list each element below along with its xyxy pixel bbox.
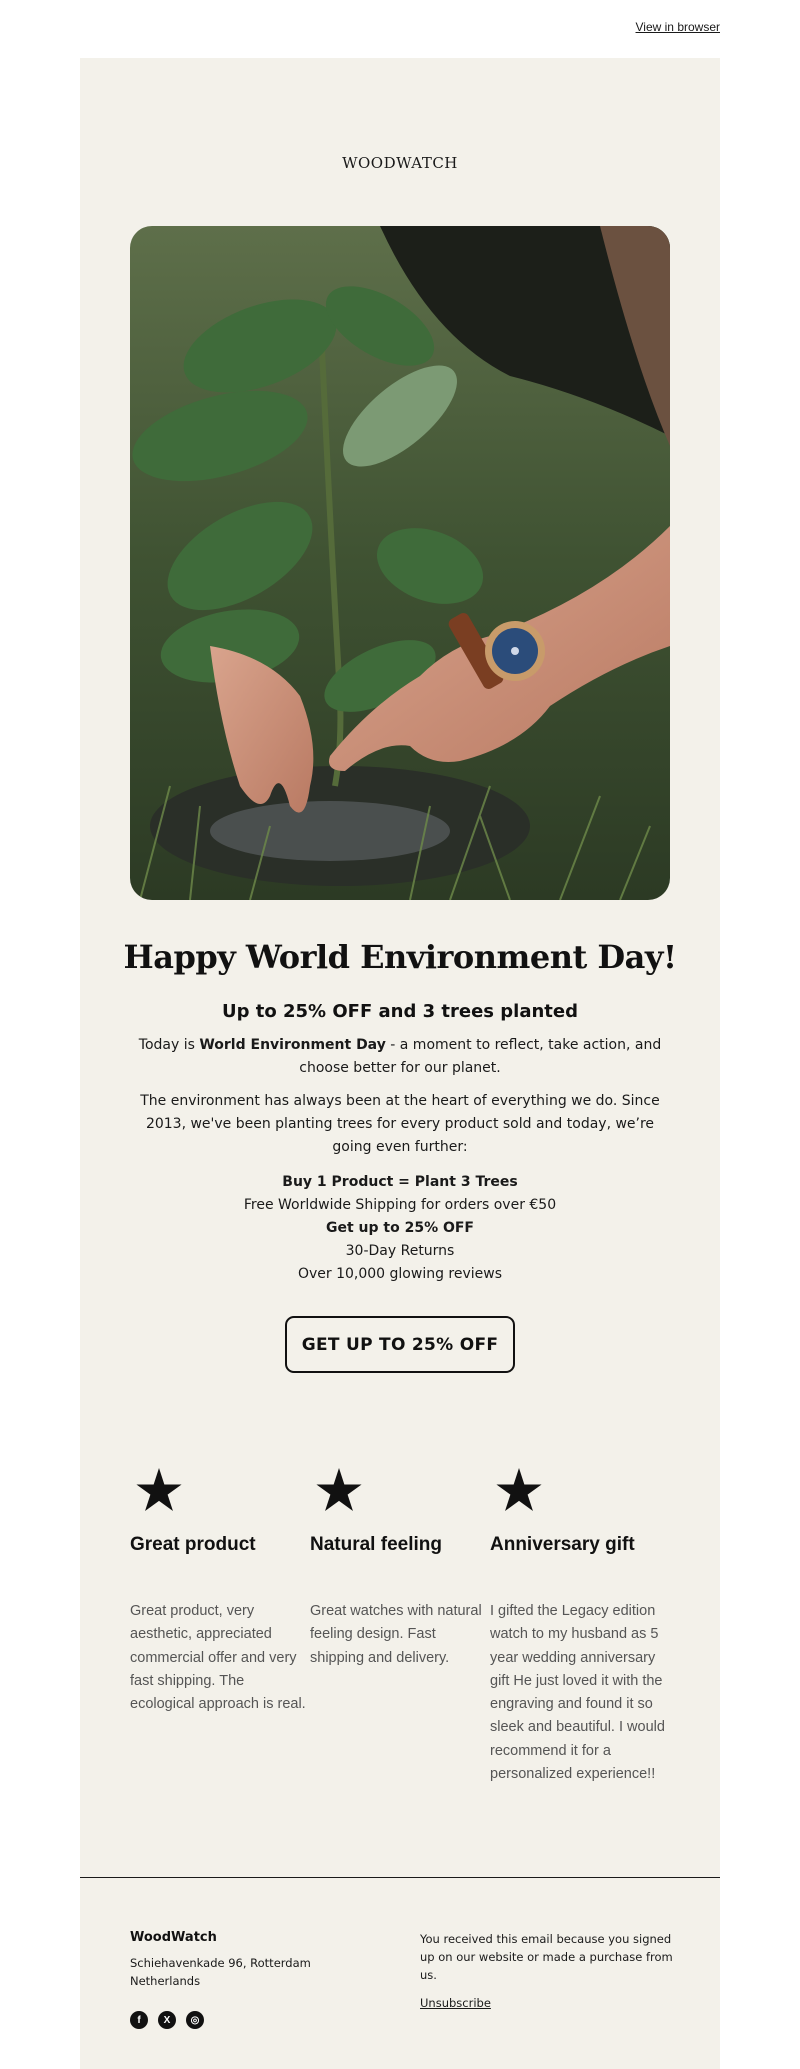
hero-illustration [130, 226, 670, 900]
footer-note: You received this email because you signed up on our website or made a purchase from us. [420, 1932, 673, 1982]
review-title: Anniversary gift [490, 1534, 635, 1555]
review-card [310, 1468, 490, 1670]
benefits-list [80, 1171, 720, 1286]
star-icon [316, 1468, 362, 1512]
footer-address [130, 1954, 350, 1990]
brand-logo[interactable]: WOODWATCH [342, 154, 458, 172]
review-text: Great watches with natural feeling design. Fast shipping and delivery. [310, 1603, 482, 1666]
intro-paragraph [135, 1034, 665, 1080]
benefit-item: Free Worldwide Shipping for orders over €50 [243, 1197, 557, 1213]
address-line-1: Schiehavenkade 96, Rotterdam [130, 1956, 311, 1970]
review-card [490, 1468, 670, 1786]
intro-prefix: Today is [138, 1037, 200, 1053]
address-line-2: Netherlands [130, 1974, 201, 1988]
benefit-item: Get up to 25% OFF [325, 1220, 474, 1236]
unsubscribe-link[interactable]: Unsubscribe [420, 1996, 491, 2010]
instagram-icon[interactable]: ◎ [186, 2011, 204, 2029]
hero-image[interactable] [130, 226, 670, 900]
intro-suffix: - a moment to reflect, take action, and choose better for our planet. [299, 1037, 662, 1076]
view-in-browser-link[interactable]: View in browser [635, 20, 720, 34]
review-title: Natural feeling [310, 1534, 442, 1555]
review-card [130, 1468, 310, 1716]
benefit-item: 30-Day Returns [345, 1243, 455, 1259]
email-container [80, 58, 720, 2069]
facebook-icon[interactable]: f [130, 2011, 148, 2029]
review-text: Great product, very aesthetic, appreciated commercial offer and very fast shipping. The ecological approach is real. [130, 1603, 306, 1713]
subheadline: Up to 25% OFF and 3 trees planted [221, 1001, 578, 1022]
star-icon [496, 1468, 542, 1512]
story-paragraph: The environment has always been at the heart of everything we do. Since 2013, we've been planting trees for every product sold and today, we’re going even further: [140, 1093, 660, 1155]
benefit-item: Buy 1 Product = Plant 3 Trees [282, 1174, 518, 1190]
top-bar [0, 0, 800, 58]
review-text: I gifted the Legacy edition watch to my husband as 5 year wedding anniversary gift He just loved it with the engraving and found it so sleek and beautiful. I would recommend it for a personalized experience!! [490, 1603, 665, 1783]
footer-company-name: WoodWatch [130, 1930, 217, 1945]
benefit-item: Over 10,000 glowing reviews [297, 1266, 503, 1282]
x-icon[interactable]: X [158, 2011, 176, 2029]
intro-bold: World Environment Day [199, 1037, 386, 1053]
headline: Happy World Environment Day! [123, 938, 677, 976]
cta-button[interactable]: GET UP TO 25% OFF [285, 1316, 515, 1373]
footer-divider [80, 1877, 720, 1878]
social-links [130, 2011, 204, 2029]
star-icon [136, 1468, 182, 1512]
review-title: Great product [130, 1534, 256, 1555]
